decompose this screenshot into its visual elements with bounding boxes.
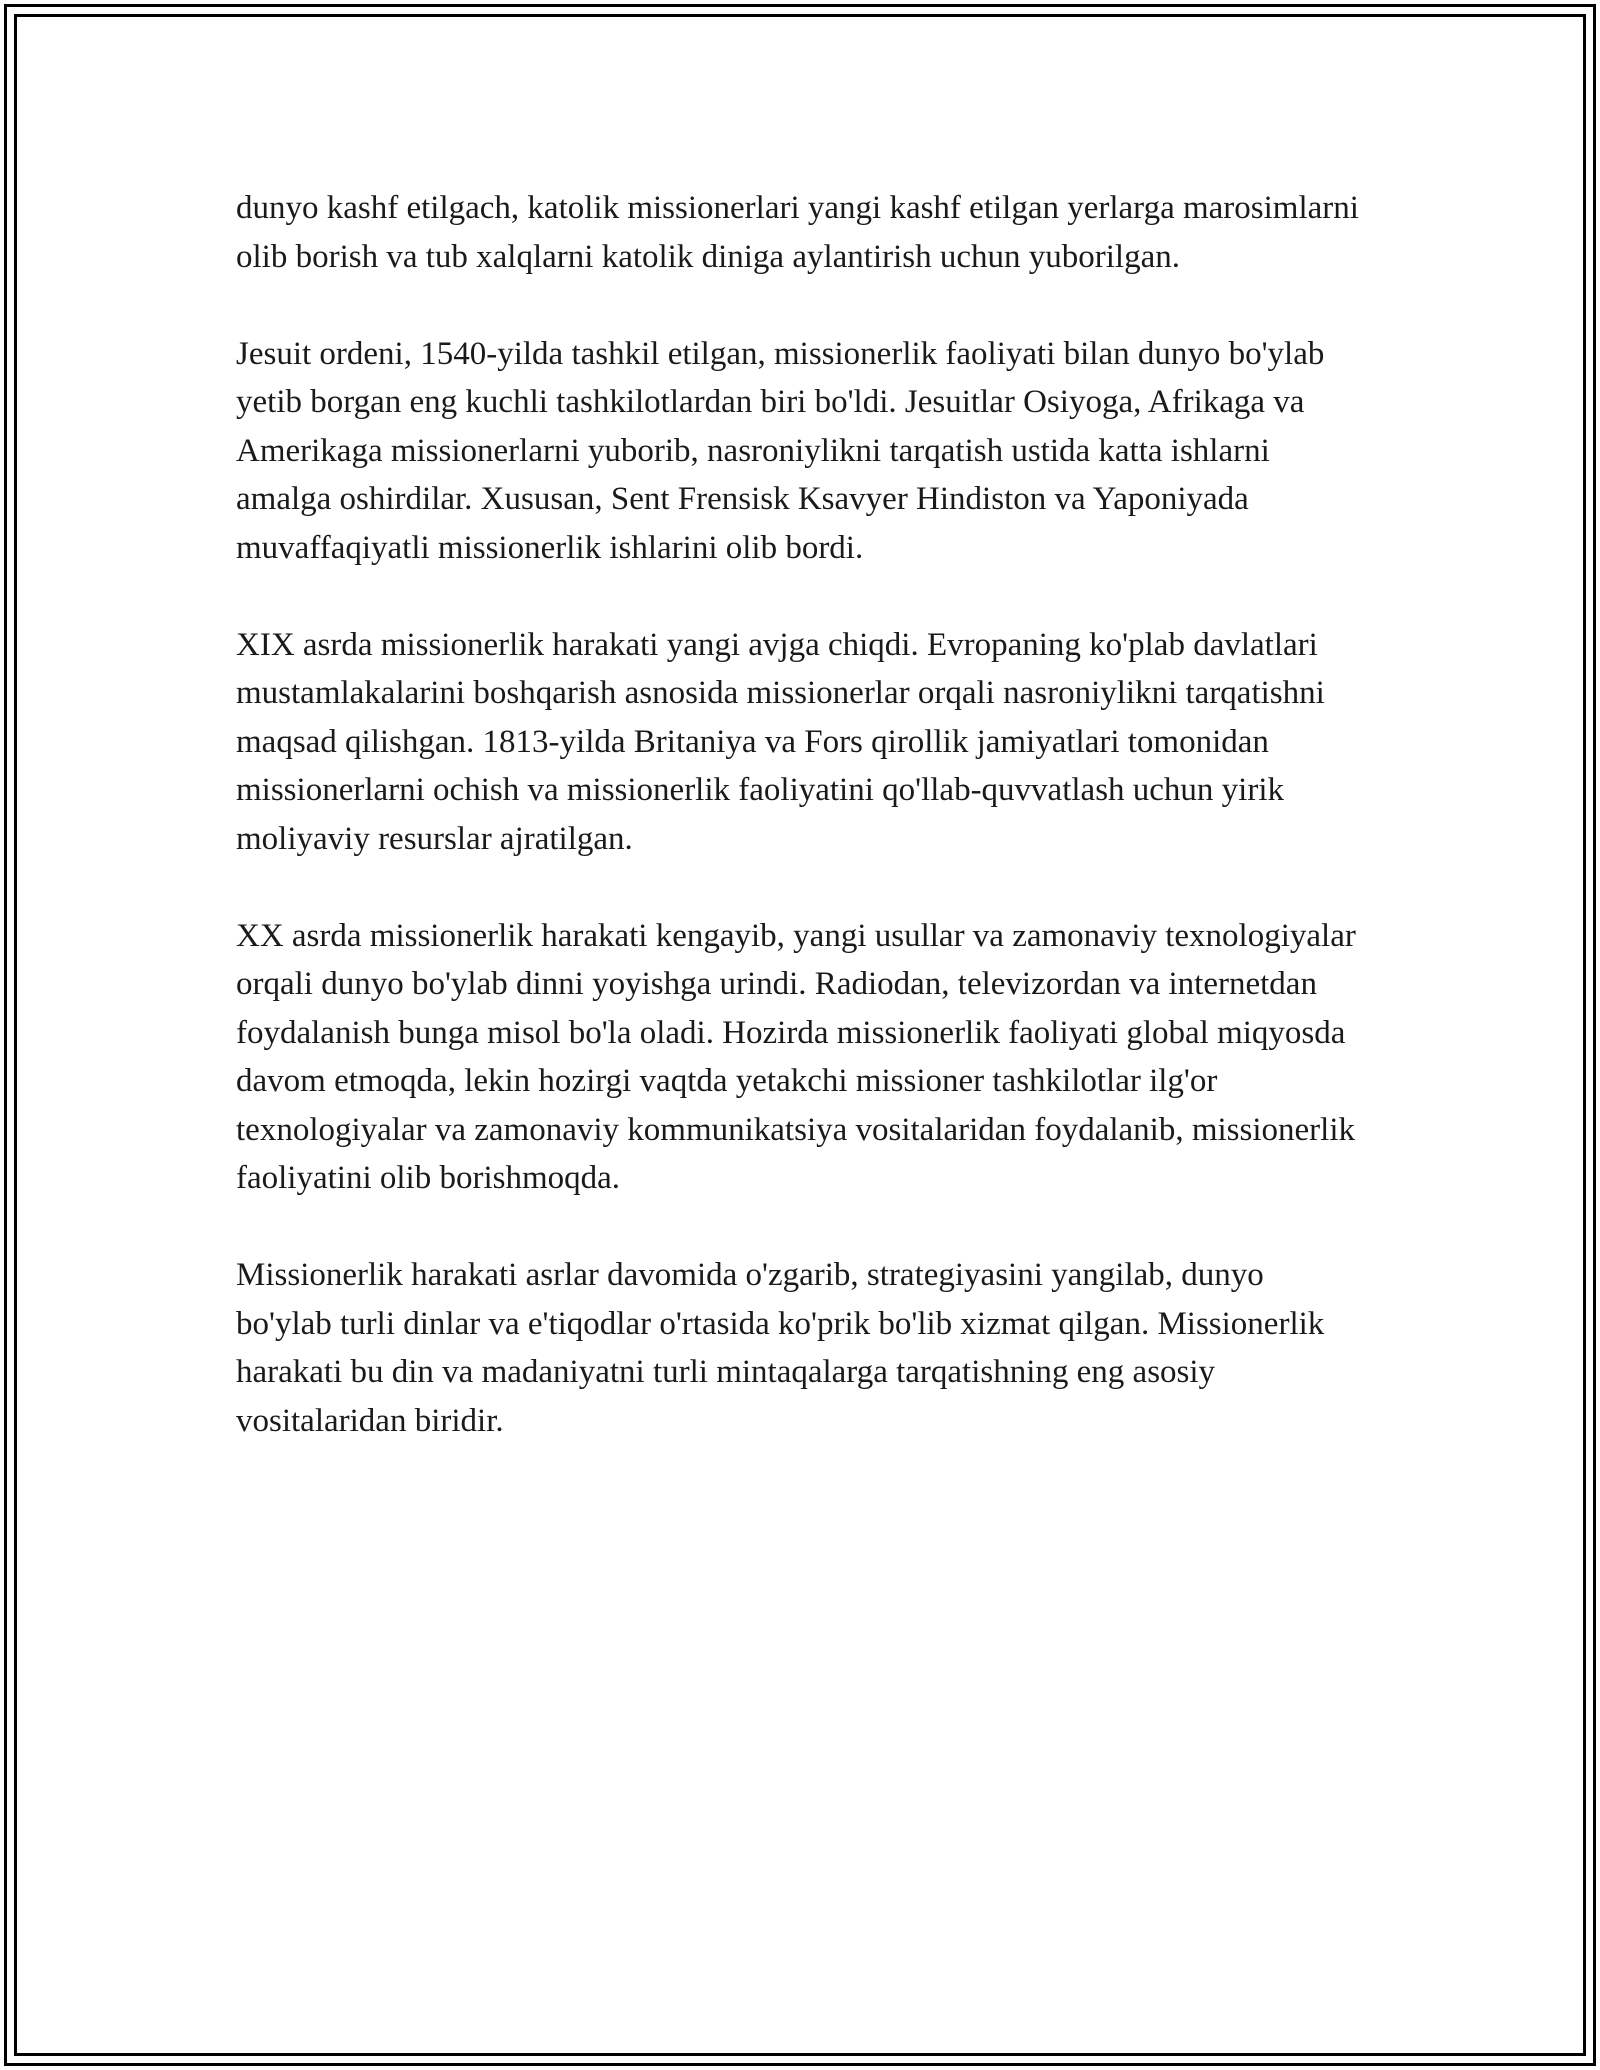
paragraph-4: XX asrda missionerlik harakati kengayib, yangi usullar va zamonaviy texnologiyalar orqali dunyo bo'ylab dinni yoyishga urindi. Radiodan, televizordan va internetdan foydalanish bunga misol bo'la oladi. Hozirda missionerlik faoliyati global miqyosda davom etmoqda, lekin hozirgi vaqtda yetakchi missioner tashkilotlar ilg'or texnologiyalar va zamonaviy kommunikatsiya vositalaridan foydalanib, missionerlik faoliyatini olib borishmoqda. [236, 917, 1356, 1196]
paragraph-2: Jesuit ordeni, 1540-yilda tashkil etilgan, missionerlik faoliyati bilan dunyo bo'ylab yetib borgan eng kuchli tashkilotlardan biri bo'ldi. Jesuitlar Osiyoga, Afrikaga va Amerikaga missionerlarni yuborib, nasroniylikni tarqatish ustida katta ishlarni amalga oshirdilar. Xususan, Sent Frensisk Ksavyer Hindiston va Yaponiyada muvaffaqiyatli missionerlik ishlarini olib bordi. [236, 335, 1325, 566]
paragraph-1: dunyo kashf etilgach, katolik missionerlari yangi kashf etilgan yerlarga marosimlarni olib borish va tub xalqlarni katolik diniga aylantirish uchun yuborilgan. [236, 190, 1359, 275]
document-body [236, 184, 1366, 1494]
paragraph-5: Missionerlik harakati asrlar davomida o'zgarib, strategiyasini yangilab, dunyo bo'ylab turli dinlar va e'tiqodlar o'rtasida ko'prik bo'lib xizmat qilgan. Missionerlik harakati bu din va madaniyatni turli mintaqalarga tarqatishning eng asosiy vositalaridan biridir. [236, 1257, 1325, 1439]
paragraph-3: XIX asrda missionerlik harakati yangi avjga chiqdi. Evropaning ko'plab davlatlari mustamlakalarini boshqarish asnosida missionerlar orqali nasroniylikni tarqatishni maqsad qilishgan. 1813-yilda Britaniya va Fors qirollik jamiyatlari tomonidan missionerlarni ochish va missionerlik faoliyatini qo'llab-quvvatlash uchun yirik moliyaviy resurslar ajratilgan. [236, 626, 1325, 857]
